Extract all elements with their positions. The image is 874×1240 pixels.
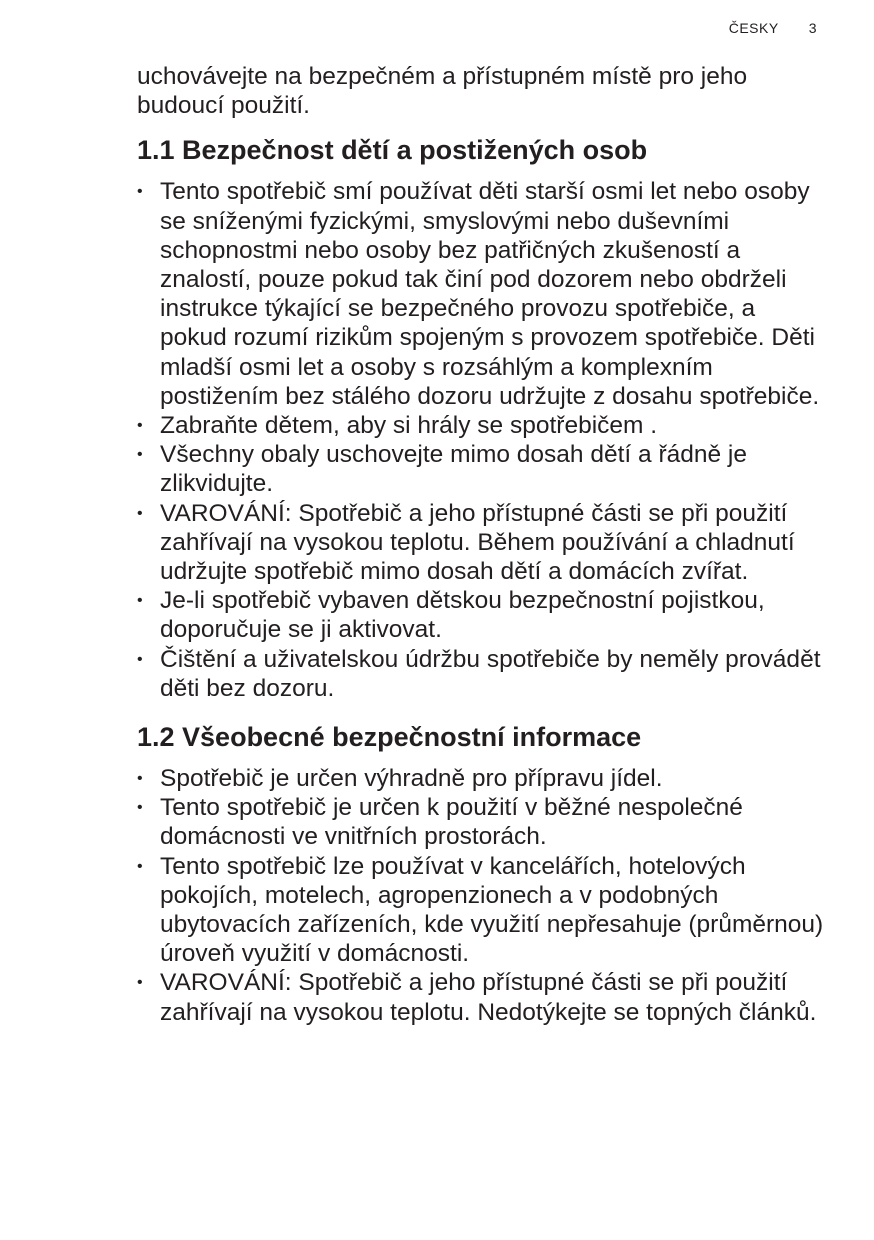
list-item: • Tento spotřebič lze používat v kancelářích, hotelových pokojích, motelech, agropenzionech a v podobných ubytovacích zařízeních, kde využití nepřesahuje (průměrnou) úroveň využití v domácnosti.: [137, 852, 827, 969]
list-item: • Tento spotřebič je určen k použití v běžné nespolečné domácnosti ve vnitřních prostorách.: [137, 793, 827, 851]
child-safety-list: [137, 177, 827, 703]
list-item: • Je-li spotřebič vybaven dětskou bezpečnostní pojistkou, doporučuje se ji aktivovat.: [137, 586, 827, 644]
list-item: • Tento spotřebič smí používat děti starší osmi let nebo osoby se sníženými fyzickými, smyslovými nebo duševními schopnostmi nebo osoby bez patřičných zkušeností a znalostí, pouze pokud tak činí pod dozorem nebo obdrželi instrukce týkající se bezpečného provozu spotřebiče, a pokud rozumí rizikům spojeným s provozem spotřebiče. Děti mladší osmi let a osoby s rozsáhlým a komplexním postižením bez stálého dozoru udržujte z dosahu spotřebiče.: [137, 177, 827, 411]
list-item: • Všechny obaly uschovejte mimo dosah dětí a řádně je zlikvidujte.: [137, 440, 827, 498]
section-title-child-safety: 1.1 Bezpečnost dětí a postižených osob: [137, 135, 648, 166]
page-number: 3: [808, 20, 817, 36]
list-item: • Čištění a uživatelskou údržbu spotřebiče by neměly provádět děti bez dozoru.: [137, 645, 827, 703]
intro-paragraph: uchovávejte na bezpečném a přístupném místě pro jeho budoucí použití.: [137, 63, 748, 120]
page-content: [137, 62, 827, 1027]
language-label: ČESKY: [728, 20, 779, 36]
list-item: • VAROVÁNÍ: Spotřebič a jeho přístupné části se při použití zahřívají na vysokou teplotu. Nedotýkejte se topných článků.: [137, 968, 827, 1026]
page-header: [729, 20, 817, 36]
list-item: • Zabraňte dětem, aby si hrály se spotřebičem .: [137, 411, 827, 440]
section-title-general-safety: 1.2 Všeobecné bezpečnostní informace: [137, 722, 642, 753]
general-safety-list: [137, 764, 827, 1027]
list-item: • Spotřebič je určen výhradně pro přípravu jídel.: [137, 764, 827, 793]
list-item: • VAROVÁNÍ: Spotřebič a jeho přístupné části se při použití zahřívají na vysokou teplotu. Během používání a chladnutí udržujte spotřebič mimo dosah dětí a domácích zvířat.: [137, 499, 827, 587]
